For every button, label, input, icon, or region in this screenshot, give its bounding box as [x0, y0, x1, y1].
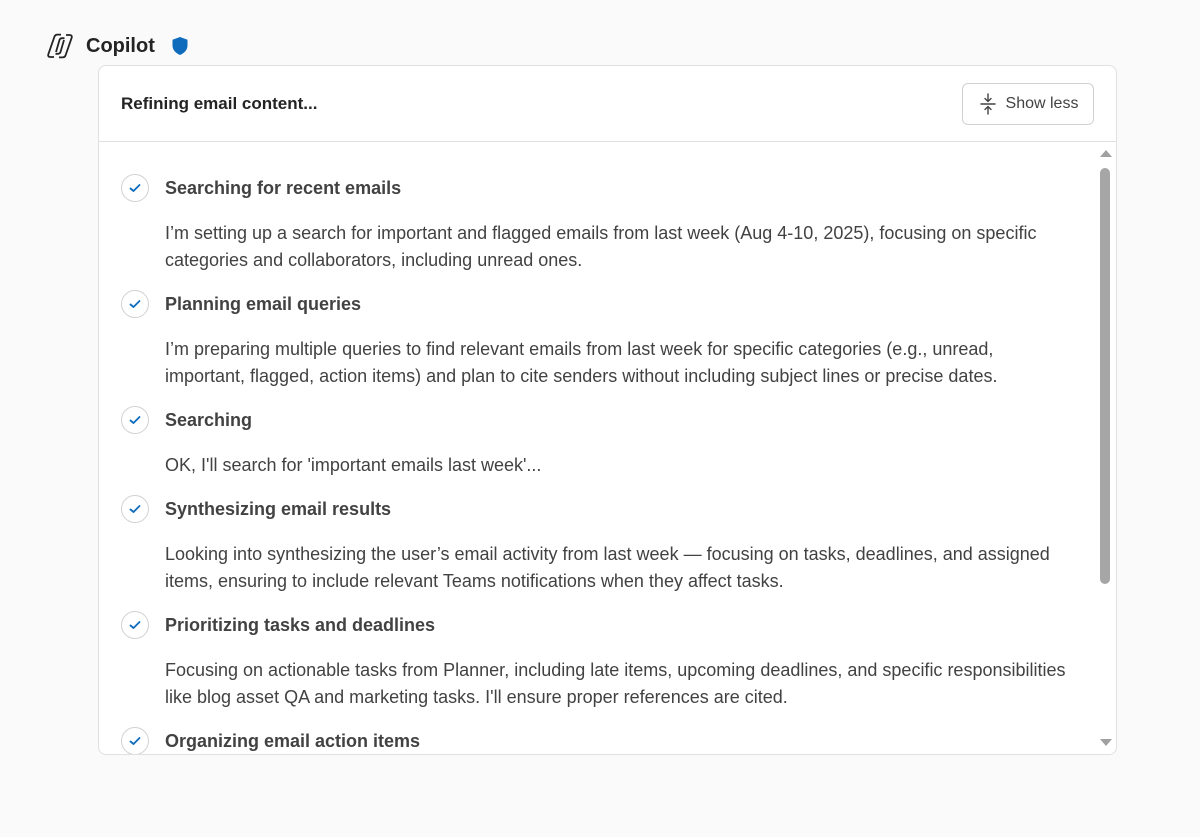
checkmark-icon: [121, 406, 149, 434]
step-title: Searching: [165, 409, 253, 430]
list-item: [121, 278, 1076, 394]
step-description: I’m preparing multiple queries to find relevant emails from last week for specific categories (e.g., unread, important, flagged, action items) and plan to cite senders without including subject lines or precise dates.: [165, 339, 998, 386]
step-description: OK, I'll search for 'important emails last week'...: [165, 455, 542, 475]
list-item: [121, 394, 1076, 483]
scroll-down-arrow-icon[interactable]: [1100, 739, 1112, 746]
checkmark-icon: [121, 727, 149, 755]
status-text: Refining email content...: [121, 93, 318, 113]
collapse-icon: [978, 92, 998, 116]
copilot-logo-icon: [44, 30, 76, 62]
list-item: [121, 599, 1076, 715]
checkmark-icon: [121, 290, 149, 318]
step-description: Focusing on actionable tasks from Planner, including late items, upcoming deadlines, and specific responsibilities like blog asset QA and marketing tasks. I'll ensure proper references are cited.: [165, 660, 1066, 707]
steps-scroll-area[interactable]: [99, 142, 1116, 754]
checkmark-icon: [121, 611, 149, 639]
step-description: I’m setting up a search for important and flagged emails from last week (Aug 4-10, 2025), focusing on specific categories and collaborators, including unread ones.: [165, 223, 1037, 270]
step-title: Searching for recent emails: [165, 177, 402, 198]
show-less-label: Show less: [1005, 94, 1079, 112]
show-less-button[interactable]: [962, 83, 1094, 125]
scroll-up-arrow-icon[interactable]: [1100, 150, 1112, 157]
shield-icon: [171, 36, 189, 56]
list-item: [121, 483, 1076, 599]
step-description: Looking into synthesizing the user’s email activity from last week — focusing on tasks, deadlines, and assigned items, ensuring to include relevant Teams notifications when they affect tasks.: [165, 544, 1050, 591]
checkmark-icon: [121, 495, 149, 523]
scrollbar-thumb[interactable]: [1100, 168, 1110, 584]
app-title: Copilot: [86, 34, 155, 57]
step-title: Organizing email action items: [165, 730, 421, 751]
step-title: Synthesizing email results: [165, 498, 392, 519]
copilot-header: [44, 30, 189, 62]
steps-list: [121, 162, 1076, 755]
list-item: [121, 715, 1076, 755]
step-title: Prioritizing tasks and deadlines: [165, 614, 436, 635]
vertical-scrollbar[interactable]: [1098, 148, 1112, 754]
reasoning-panel: [98, 65, 1117, 755]
list-item: [121, 162, 1076, 278]
checkmark-icon: [121, 174, 149, 202]
step-title: Planning email queries: [165, 293, 362, 314]
panel-header: [99, 66, 1116, 142]
